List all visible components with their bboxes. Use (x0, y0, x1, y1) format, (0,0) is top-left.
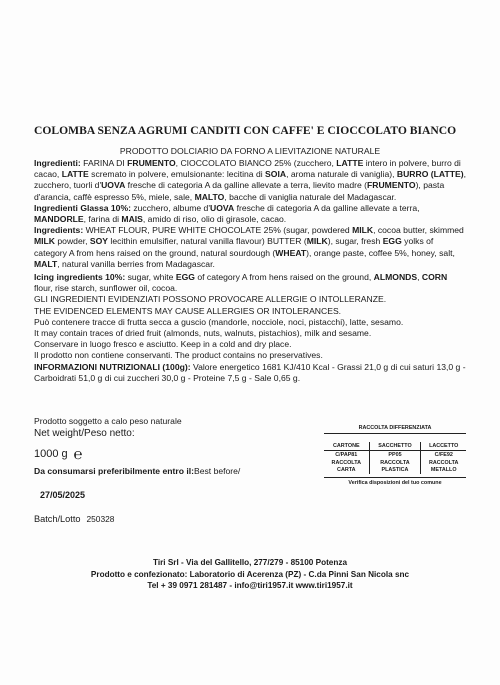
recycling-row (324, 442, 466, 451)
allergen-term: ALMONDS (373, 272, 418, 283)
quantity-value: 1000 g (34, 448, 68, 460)
text-run: , cocoa butter, skimmed (373, 225, 464, 236)
allergen-term: BURRO (LATTE) (396, 169, 464, 180)
recycling-cell: C/PAP81 (335, 452, 358, 459)
text-run: , zucchero, tuorli d' (34, 169, 466, 191)
weight-note: Prodotto soggetto a calo peso naturale (34, 416, 182, 426)
allergen-term: LATTE (336, 158, 364, 168)
text-run: of category A from hens raised on the ground, (194, 272, 374, 283)
company-info (0, 557, 500, 592)
batch-label: Batch/Lotto (34, 514, 81, 524)
recycling-cell (369, 459, 421, 473)
ingredients-en-label: Ingredients: (34, 225, 84, 236)
text-run: powder, (55, 236, 90, 247)
estimated-sign-icon: ℮ (73, 446, 83, 463)
allergen-term: FRUMENTO (367, 180, 416, 191)
allergen-term: CORN (421, 272, 448, 283)
recycling-footer: Verifica disposizioni del tuo comune (324, 477, 466, 486)
recycling-cell: SACCHETTO (369, 442, 421, 451)
text-run: , aroma naturale di vaniglia), (286, 169, 397, 180)
recycling-text: RACCOLTA (380, 460, 410, 467)
allergen-term: FRUMENTO (127, 158, 176, 168)
recycling-text: METALLO (430, 466, 457, 473)
nutrition-info (34, 362, 466, 384)
text-run: ), pasta d'arancia, caffè espresso 5%, miele, sale, (34, 180, 445, 202)
nutrition-values: Valore energetico 1681 KJ/410 Kcal - Grassi 21,0 g di cui saturi 13,0 g - Carboidrati 51,0 g di cui zuccheri 30,0 g - Proteine 7,5 g - Sale 0,65 g. (34, 361, 466, 383)
text-run: zucchero, albume d' (130, 202, 210, 213)
text-run: fresche di categoria A da galline allevate a terra, (234, 202, 420, 213)
allergen-term: SOIA (265, 169, 287, 180)
text-run: , natural vanilla berries from Madagascar. (57, 258, 215, 269)
expiry-label-en: Best before/ (193, 466, 241, 476)
company-contacts: Tel + 39 0971 281487 - info@tiri1957.it www.tiri1957.it (147, 581, 353, 590)
traces-it: Può contenere tracce di frutta secca a guscio (mandorle, nocciole, noci, pistacchi), latte, sesamo. (34, 316, 404, 327)
allergen-term: EGG (175, 272, 195, 283)
recycling-row (324, 459, 466, 473)
allergen-term: MILK (306, 236, 328, 247)
ingredients-it-label: Ingredienti: (34, 158, 81, 168)
text-run: fresche di categoria A da galline allevate a terra, lievito madre ( (125, 180, 368, 191)
batch-info (34, 514, 324, 525)
expiry-label (34, 466, 324, 477)
product-title: COLOMBA SENZA AGRUMI CANDITI CON CAFFE' E CIOCCOLATO BIANCO (34, 124, 457, 137)
company-address: Tiri Srl - Via del Gallitello, 277/279 - 85100 Potenza (152, 558, 347, 567)
expiry-date: 27/05/2025 (40, 490, 86, 500)
allergen-term: MANDORLE (34, 214, 84, 225)
recycling-table (324, 442, 466, 474)
recycling-text: CARTA (337, 466, 356, 473)
ingredients-en (34, 225, 466, 270)
text-run: , amido di riso, olio di girasole, cacao. (142, 214, 287, 225)
allergen-term: MILK (352, 225, 374, 236)
text-run: FARINA DI (80, 158, 128, 168)
text-run: , CIOCCOLATO BIANCO 25% (zucchero, (175, 158, 337, 168)
recycling-text: PLASTICA (381, 466, 409, 473)
expiry-label-it: Da consumarsi preferibilmente entro il: (34, 466, 194, 476)
text-run: lecithin emulsifier, natural vanilla flavour) BUTTER ( (108, 236, 307, 247)
text-run: , bacche di vaniglia naturale del Madagascar. (224, 191, 397, 202)
recycling-cell (421, 459, 466, 473)
allergen-term: EGG (382, 236, 402, 247)
icing-it-label: Ingredienti Glassa 10%: (34, 202, 131, 213)
text-run: yolks of category A from hens raised on the ground, natural sourdough ( (34, 236, 434, 258)
text-run: sugar, white (125, 272, 176, 283)
allergen-term: SOY (89, 236, 109, 247)
weight-and-dates (34, 416, 324, 525)
recycling-cell: LACCETTO (421, 442, 466, 451)
allergen-term: WHEAT (275, 247, 307, 258)
allergen-warning-en: THE EVIDENCED ELEMENTS MAY CAUSE ALLERGIES OR INTOLERANCES. (34, 305, 342, 316)
icing-en (34, 272, 466, 294)
company-production: Prodotto e confezionato: Laboratorio di Acerenza (PZ) - C.da Pinni San Nicola snc (90, 569, 410, 579)
allergen-term: MILK (34, 236, 56, 247)
label-body (34, 158, 466, 384)
text-run: ), orange paste, coffee 5%, honey, salt, (306, 247, 455, 258)
net-quantity (34, 446, 324, 463)
preservatives-note: Il prodotto non contiene conservanti. The product contains no preservatives. (34, 350, 323, 361)
allergen-term: UOVA (101, 180, 126, 191)
product-subtitle: PRODOTTO DOLCIARIO DA FORNO A LIEVITAZIONE NATURALE (119, 146, 381, 156)
text-run: intero in polvere, burro di cacao, (34, 158, 461, 180)
recycling-text: RACCOLTA (428, 460, 459, 467)
nutrition-label: INFORMAZIONI NUTRIZIONALI (100g): (34, 361, 191, 372)
net-weight-label: Net weight/Peso netto: (34, 428, 135, 439)
recycling-cell: CARTONE (324, 442, 369, 451)
text-run: , (417, 272, 422, 283)
allergen-warning-it: GLI INGREDIENTI EVIDENZIATI POSSONO PROVOCARE ALLERGIE O INTOLLERANZE. (34, 294, 387, 305)
text-run: flour, rise starch, sunflower oil, cocoa. (34, 283, 178, 294)
recycling-title: RACCOLTA DIFFERENZIATA (324, 425, 466, 434)
allergen-term: MALTO (194, 191, 225, 202)
text-run: ), sugar, fresh (327, 236, 383, 247)
recycling-cell: C/FE92 (421, 451, 466, 460)
allergen-term: MALT (34, 258, 58, 269)
ingredients-it (34, 158, 466, 203)
recycling-row (324, 451, 466, 460)
storage-note: Conservare in luogo fresco e asciutto. Keep in a cold and dry place. (34, 339, 292, 350)
recycling-box (324, 425, 466, 486)
text-run: scremato in polvere, emulsionante: lecitina di (88, 169, 266, 180)
allergen-term: LATTE (61, 169, 89, 180)
allergen-term: UOVA (209, 202, 235, 213)
icing-en-label: Icing ingredients 10%: (34, 272, 126, 283)
text-run: WHEAT FLOUR, PURE WHITE CHOCOLATE 25% (sugar, powdered (83, 225, 353, 236)
allergen-term: MAIS (121, 214, 143, 225)
traces-en: It may contain traces of dried fruit (almonds, nuts, walnuts, pistachios), milk and sesame. (34, 328, 372, 339)
recycling-cell (324, 459, 369, 473)
recycling-text: RACCOLTA (331, 460, 361, 467)
recycling-cell: PP05 (369, 451, 421, 460)
batch-code: 250328 (86, 514, 115, 524)
text-run: , farina di (83, 214, 122, 225)
icing-it (34, 203, 466, 225)
